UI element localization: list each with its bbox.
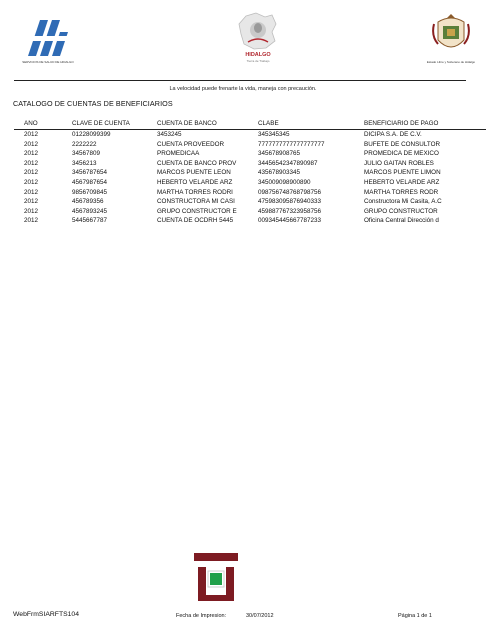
column-header-beneficiario-de-pago: BENEFICIARIO DE PAGO	[364, 120, 439, 127]
cell-clave-de-cuenta: 456789356	[72, 198, 104, 206]
cell-beneficiario-de-pago: DICIPA S.A. DE C.V.	[364, 131, 422, 138]
cell-beneficiario-de-pago: GRUPO CONSTRUCTOR	[364, 207, 438, 215]
hidalgo-logo	[232, 12, 284, 70]
cell-ano: 2012	[24, 198, 39, 206]
cell-cuenta-de-banco: MARCOS PUENTE LEON	[157, 169, 231, 177]
table-row	[14, 140, 486, 150]
cell-clabe: 098756748768798756	[258, 188, 322, 196]
cell-beneficiario-de-pago: Oficina Central Dirección d	[364, 217, 439, 225]
cell-cuenta-de-banco: MARTHA TORRES RODRI	[157, 188, 233, 196]
table-body	[14, 130, 486, 226]
footer-logo	[190, 551, 242, 609]
cell-beneficiario-de-pago: Constructora Mi Casita, A.C	[364, 198, 442, 206]
cell-clabe: 459887767323958756	[258, 207, 322, 215]
table-row	[14, 188, 486, 198]
cell-beneficiario-de-pago: PROMEDICA DE MEXICO	[364, 150, 439, 158]
cell-clave-de-cuenta: 01228099399	[72, 131, 111, 138]
table-row	[14, 216, 486, 226]
cell-ano: 2012	[24, 217, 39, 225]
table-header-row	[14, 120, 486, 130]
ssh-logo-caption: SERVICIOS DE SALUD DE HIDALGO	[22, 60, 74, 64]
cell-beneficiario-de-pago: JULIO GAITAN ROBLES	[364, 159, 434, 167]
cell-ano: 2012	[24, 150, 39, 158]
print-date-label: Fecha de Impresion:	[176, 613, 227, 619]
ssh-logo	[18, 16, 72, 68]
safety-slogan: La velocidad puede frenarte la vida, maneja con precaución.	[169, 86, 317, 92]
cell-cuenta-de-banco: PROMEDICAA	[157, 150, 200, 158]
cell-clave-de-cuenta: 4567893245	[72, 207, 108, 215]
table-row	[14, 168, 486, 178]
column-header-ano: AÑO	[24, 120, 38, 127]
column-header-clabe: CLABE	[258, 120, 279, 127]
state-coat-of-arms	[426, 14, 476, 74]
cell-clabe: 475983095876940333	[258, 198, 322, 206]
print-date-value: 30/07/2012	[246, 613, 274, 619]
coat-of-arms-icon	[430, 14, 472, 58]
cell-cuenta-de-banco: CUENTA DE OCDRH 5445	[157, 217, 234, 225]
hidalgo-logo-caption: HIDALGO	[245, 52, 271, 58]
table-row	[14, 159, 486, 169]
cell-clabe: 34456542347890987	[258, 159, 318, 167]
cell-cuenta-de-banco: CUENTA DE BANCO PROV	[157, 159, 237, 167]
cell-cuenta-de-banco: HEBERTO VELARDE ARZ	[157, 178, 233, 186]
cell-ano: 2012	[24, 159, 39, 167]
table-row	[14, 149, 486, 159]
header-divider	[14, 80, 466, 81]
cell-beneficiario-de-pago: BUFETE DE CONSULTOR	[364, 140, 441, 148]
hidalgo-map-icon	[232, 12, 284, 52]
page-number: Página 1 de 1	[398, 613, 432, 619]
cell-ano: 2012	[24, 140, 39, 148]
cell-clabe: 7777777777777777777	[258, 140, 325, 148]
hidalgo-logo-subcaption: Tierra de Trabajo	[246, 59, 270, 63]
cell-clabe: 435678903345	[258, 169, 301, 177]
ssh-logo-icon	[18, 16, 72, 60]
table-row	[14, 207, 486, 217]
cell-ano: 2012	[24, 188, 39, 196]
cell-clave-de-cuenta: 5445667787	[72, 217, 108, 225]
beneficiaries-table	[14, 120, 486, 226]
column-header-cuenta-de-banco: CUENTA DE BANCO	[157, 120, 217, 127]
cell-clabe: 345345345	[258, 131, 290, 138]
column-header-clave-de-cuenta: CLAVE DE CUENTA	[72, 120, 130, 127]
cell-cuenta-de-banco: GRUPO CONSTRUCTOR E	[157, 207, 237, 215]
cell-clave-de-cuenta: 3456787654	[72, 169, 108, 177]
cell-cuenta-de-banco: CONSTRUCTORA MI CASI	[157, 198, 235, 206]
cell-clave-de-cuenta: 34567809	[72, 150, 101, 158]
cell-beneficiario-de-pago: MARCOS PUENTE LIMON	[364, 169, 441, 177]
cell-clabe: 009345445667787233	[258, 217, 322, 225]
cell-ano: 2012	[24, 131, 39, 138]
cell-ano: 2012	[24, 169, 39, 177]
form-id: WebFrmSIARFTS104	[13, 611, 79, 618]
cell-beneficiario-de-pago: MARTHA TORRES RODR	[364, 188, 439, 196]
table-row	[14, 178, 486, 188]
cell-cuenta-de-banco: CUENTA PROVEEDOR	[157, 140, 225, 148]
cell-clabe: 345009098900890	[258, 178, 311, 186]
cell-ano: 2012	[24, 178, 39, 186]
footer-emblem-icon	[190, 551, 242, 609]
report-title: CATALOGO DE CUENTAS DE BENEFICIARIOS	[13, 99, 173, 108]
cell-cuenta-de-banco: 3453245	[157, 131, 182, 138]
cell-clave-de-cuenta: 2222222	[72, 140, 97, 148]
cell-clabe: 345678908765	[258, 150, 301, 158]
cell-clave-de-cuenta: 9856709845	[72, 188, 108, 196]
cell-beneficiario-de-pago: HEBERTO VELARDE ARZ	[364, 178, 440, 186]
coat-of-arms-caption: Estado Libre y Soberano de Hidalgo	[426, 60, 476, 64]
table-row	[14, 197, 486, 207]
cell-clave-de-cuenta: 3456213	[72, 159, 97, 167]
cell-ano: 2012	[24, 207, 39, 215]
table-row	[14, 130, 486, 140]
cell-clave-de-cuenta: 4567987654	[72, 178, 108, 186]
